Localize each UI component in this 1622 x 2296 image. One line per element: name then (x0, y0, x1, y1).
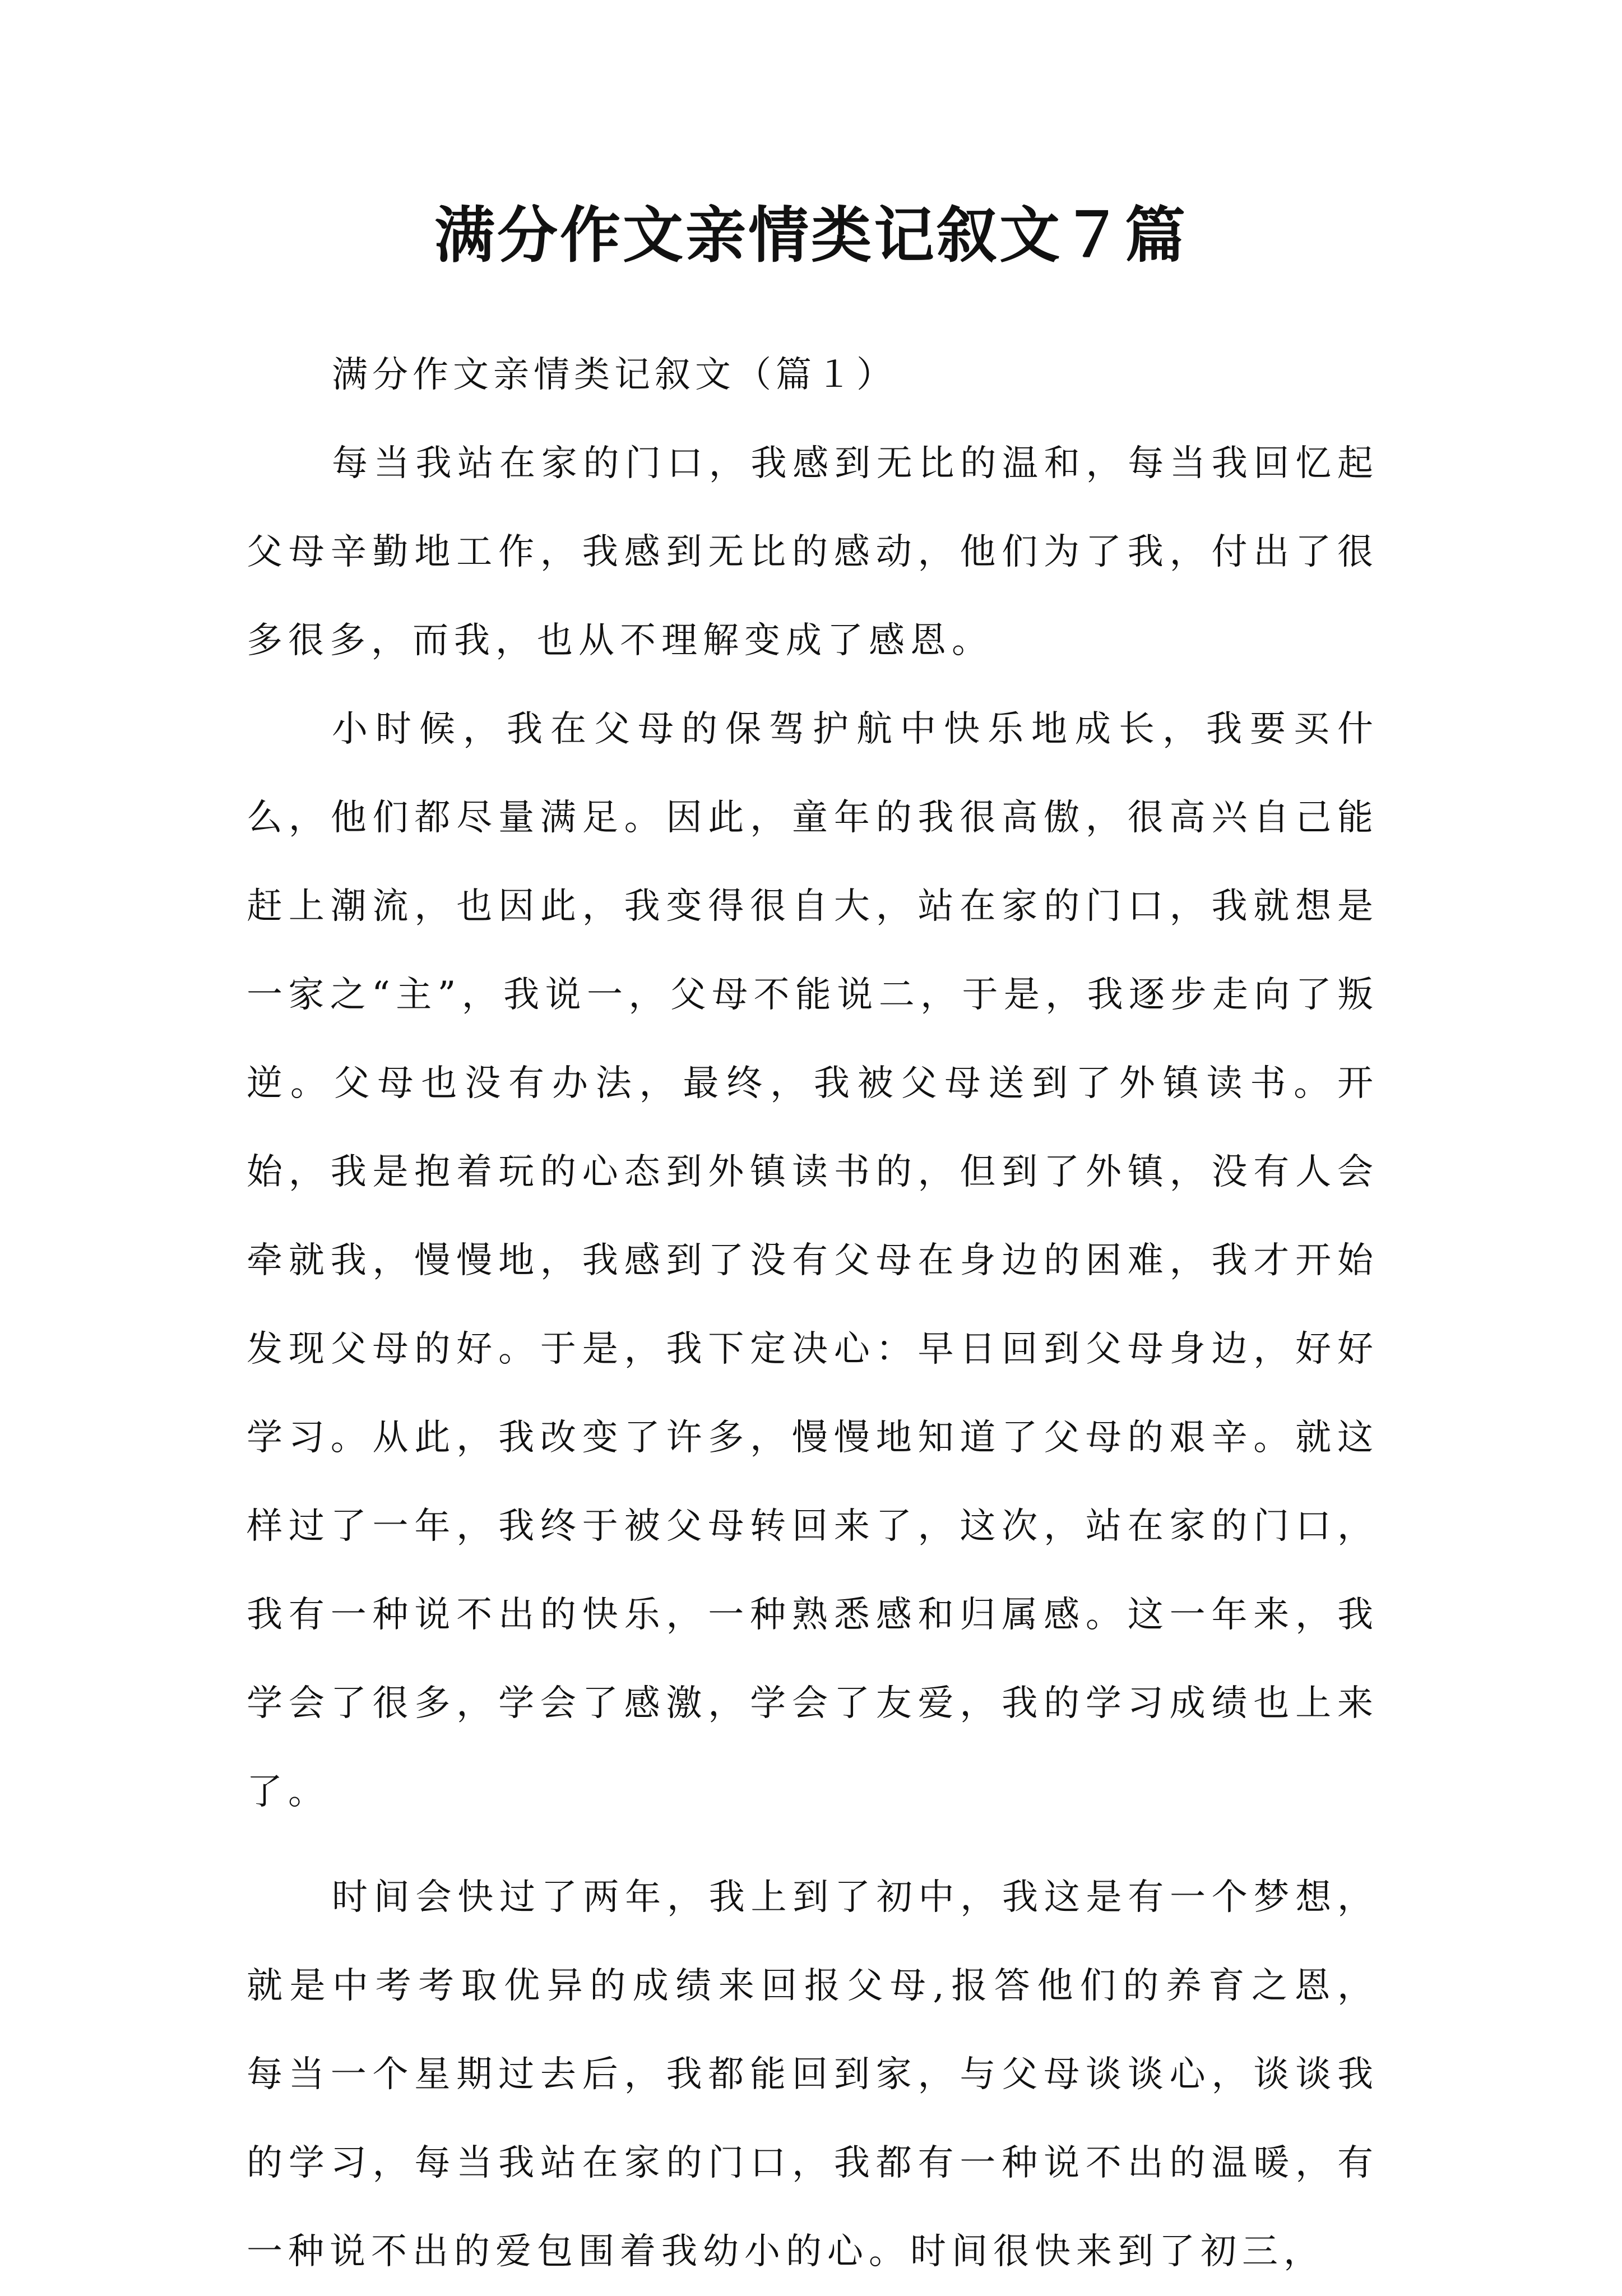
paragraph-1: 每当我站在家的门口，我感到无比的温和，每当我回忆起父母辛勤地工作，我感到无比的感动，他们为了我，付出了很多很多，而我，也从不理解变成了感恩。 (247, 443, 1379, 661)
paragraph-3: 时间会快过了两年，我上到了初中，我这是有一个梦想，就是中考考取优异的成绩来回报父母,报答他们的养育之恩，每当一个星期过去后，我都能回到家，与父母谈谈心，谈谈我的学习，每当我站在家的门口，我都有一种说不出的温暖，有一种说不出的爱包围着我幼小的心。时间很快来到了初三， (247, 1877, 1379, 2272)
section-heading: 满分作文亲情类记叙文（篇１） (332, 354, 897, 396)
document-title: 满分作文亲情类记叙文７篇 (434, 200, 1188, 271)
paragraph-2: 小时候，我在父母的保驾护航中快乐地成长，我要买什么，他们都尽量满足。因此，童年的我很高傲，很高兴自己能赶上潮流，也因此，我变得很自大，站在家的门口，我就想是一家之“主”，我说一，父母不能说二，于是，我逐步走向了叛逆。父母也没有办法，最终，我被父母送到了外镇读书。开始，我是抱着玩的心态到外镇读书的，但到了外镇，没有人会牵就我，慢慢地，我感到了没有父母在身边的困难，我才开始发现父母的好。于是，我下定决心：早日回到父母身边，好好学习。从此，我改变了许多，慢慢地知道了父母的艰辛。就这样过了一年，我终于被父母转回来了，这次，站在家的门口，我有一种说不出的快乐，一种熟悉感和归属感。这一年来，我学会了很多，学会了感激，学会了友爱，我的学习成绩也上来了。 (247, 709, 1379, 1813)
document-body (247, 331, 1379, 2296)
